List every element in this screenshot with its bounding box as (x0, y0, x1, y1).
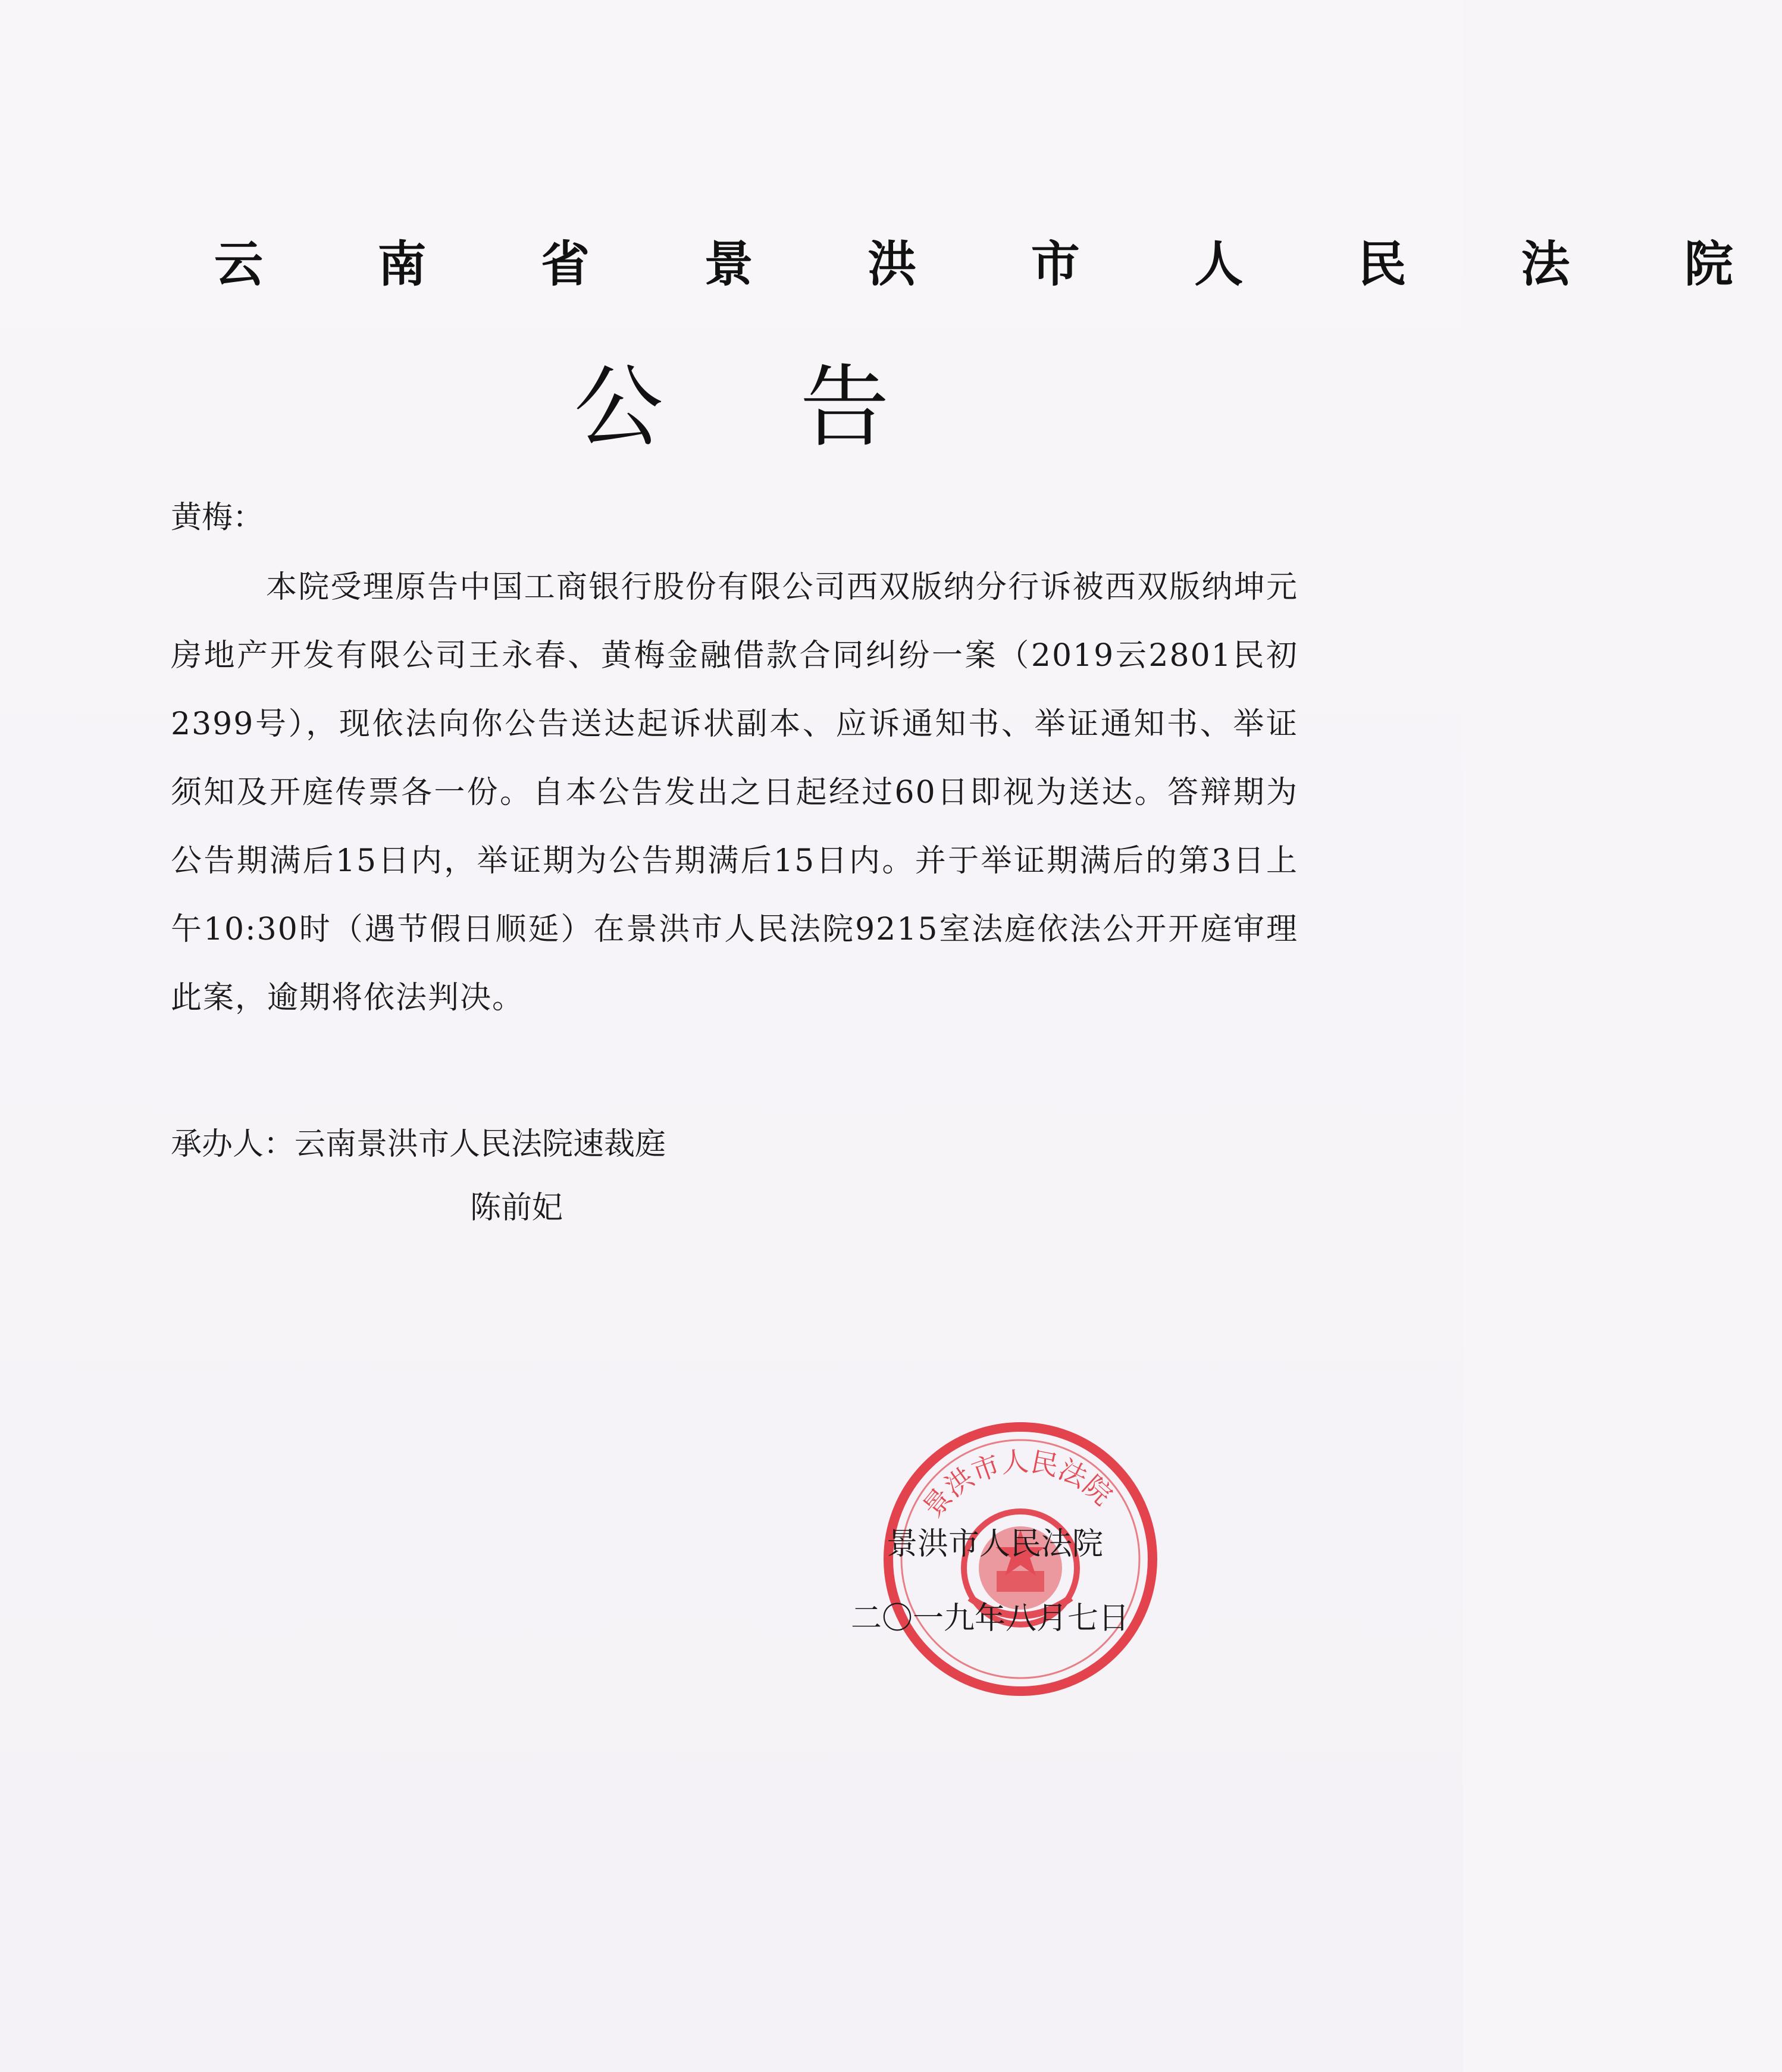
handler-line: 承办人：云南景洪市人民法院速裁庭 (171, 1126, 666, 1162)
notice-title: 公告 (574, 356, 1026, 459)
court-name-heading: 云 南 省 景 洪 市 人 民 法 院 (214, 236, 1782, 293)
signature-court: 景洪市人民法院 (887, 1526, 1104, 1562)
notice-body-paragraph: 本院受理原告中国工商银行股份有限公司西双版纳分行诉被西双版纳坤元房地产开发有限公司王永春、黄梅金融借款合同纠纷一案（2019云2801民初2399号），现依法向你公告送达起诉状副本、应诉通知书、举证通知书、举证须知及开庭传票各一份。自本公告发出之日起经过60日即视为送达。答辩期为公告期满后15日内，举证期为公告期满后15日内。并于举证期满后的第3日上午10:30时（遇节假日顺延）在景洪市人民法院9215室法庭依法公开开庭审理此案，逾期将依法判决。 (171, 569, 1298, 1016)
handler-name: 陈前妃 (470, 1190, 563, 1226)
addressee: 黄梅： (171, 500, 264, 536)
signature-date: 二〇一九年八月七日 (851, 1601, 1130, 1636)
seal-text: 景洪市人民法院 (916, 1445, 1119, 1523)
